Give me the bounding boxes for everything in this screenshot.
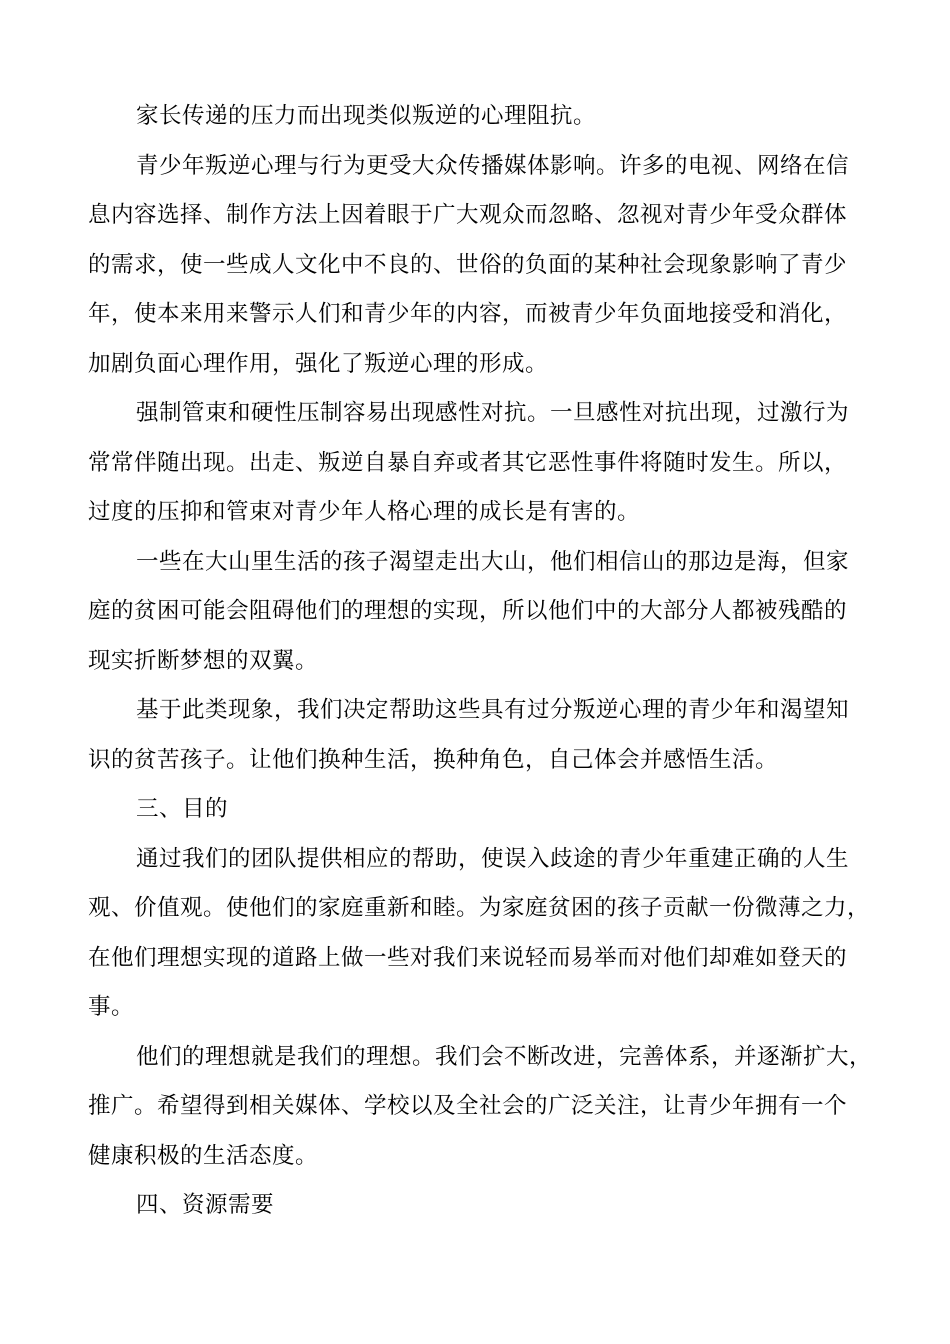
section-heading: 三、目的 [136, 796, 229, 822]
text-line: 庭的贫困可能会阻碍他们的理想的实现，所以他们中的大部分人都被残酷的 [88, 598, 848, 624]
text-line: 一些在大山里生活的孩子渴望走出大山，他们相信山的那边是海，但家 [136, 548, 850, 575]
text-line: 常常伴随出现。出走、叛逆自暴自弃或者其它恶性事件将随时发生。所以， [88, 449, 848, 476]
text-line: 推广。希望得到相关媒体、学校以及全社会的广泛关注，让青少年拥有一个 [88, 1093, 848, 1119]
text-line: 基于此类现象，我们决定帮助这些具有过分叛逆心理的青少年和渴望知 [136, 697, 850, 723]
text-line: 青少年叛逆心理与行为更受大众传播媒体影响。许多的电视、网络在信 [136, 152, 850, 179]
section-heading-purpose [88, 785, 864, 835]
paragraph-mountain-children [88, 538, 864, 687]
paragraph-forced-control [88, 389, 864, 538]
text-line: 的需求，使一些成人文化中不良的、世俗的负面的某种社会现象影响了青少 [88, 251, 848, 278]
paragraph-media-influence [88, 142, 864, 390]
paragraph-decision [88, 686, 864, 785]
text-line: 过度的压抑和管束对青少年人格心理的成长是有害的。 [88, 499, 641, 525]
text-line: 年，使本来用来警示人们和青少年的内容，而被青少年负面地接受和消化， [88, 301, 848, 327]
section-heading: 四、资源需要 [136, 1192, 275, 1218]
text-line: 强制管束和硬性压制容易出现感性对抗。一旦感性对抗出现，过激行为 [136, 400, 850, 426]
text-line: 在他们理想实现的道路上做一些对我们来说轻而易举而对他们却难如登天的 [88, 944, 848, 971]
text-line: 现实折断梦想的双翼。 [88, 647, 319, 674]
paragraph-purpose [88, 835, 871, 1033]
text-line: 健康积极的生活态度。 [88, 1142, 319, 1169]
text-line: 识的贫苦孩子。让他们换种生活，换种角色，自己体会并感悟生活。 [88, 746, 779, 773]
paragraph-parental-pressure [88, 92, 864, 142]
text-line: 事。 [88, 994, 135, 1020]
text-line: 息内容选择、制作方法上因着眼于广大观众而忽略、忽视对青少年受众群体 [88, 202, 848, 228]
text-line: 家长传递的压力而出现类似叛逆的心理阻抗。 [136, 103, 597, 129]
text-line: 通过我们的团队提供相应的帮助，使误入歧途的青少年重建正确的人生 [136, 845, 850, 872]
document-page [88, 92, 873, 1231]
section-heading-resources [88, 1181, 864, 1231]
text-line: 观、价值观。使他们的家庭重新和睦。为家庭贫困的孩子贡献一份微薄之力， [88, 895, 871, 921]
text-line: 加剧负面心理作用，强化了叛逆心理的形成。 [88, 350, 549, 377]
text-line: 他们的理想就是我们的理想。我们会不断改进，完善体系，并逐渐扩大， [136, 1043, 873, 1070]
paragraph-ideal [88, 1033, 873, 1182]
